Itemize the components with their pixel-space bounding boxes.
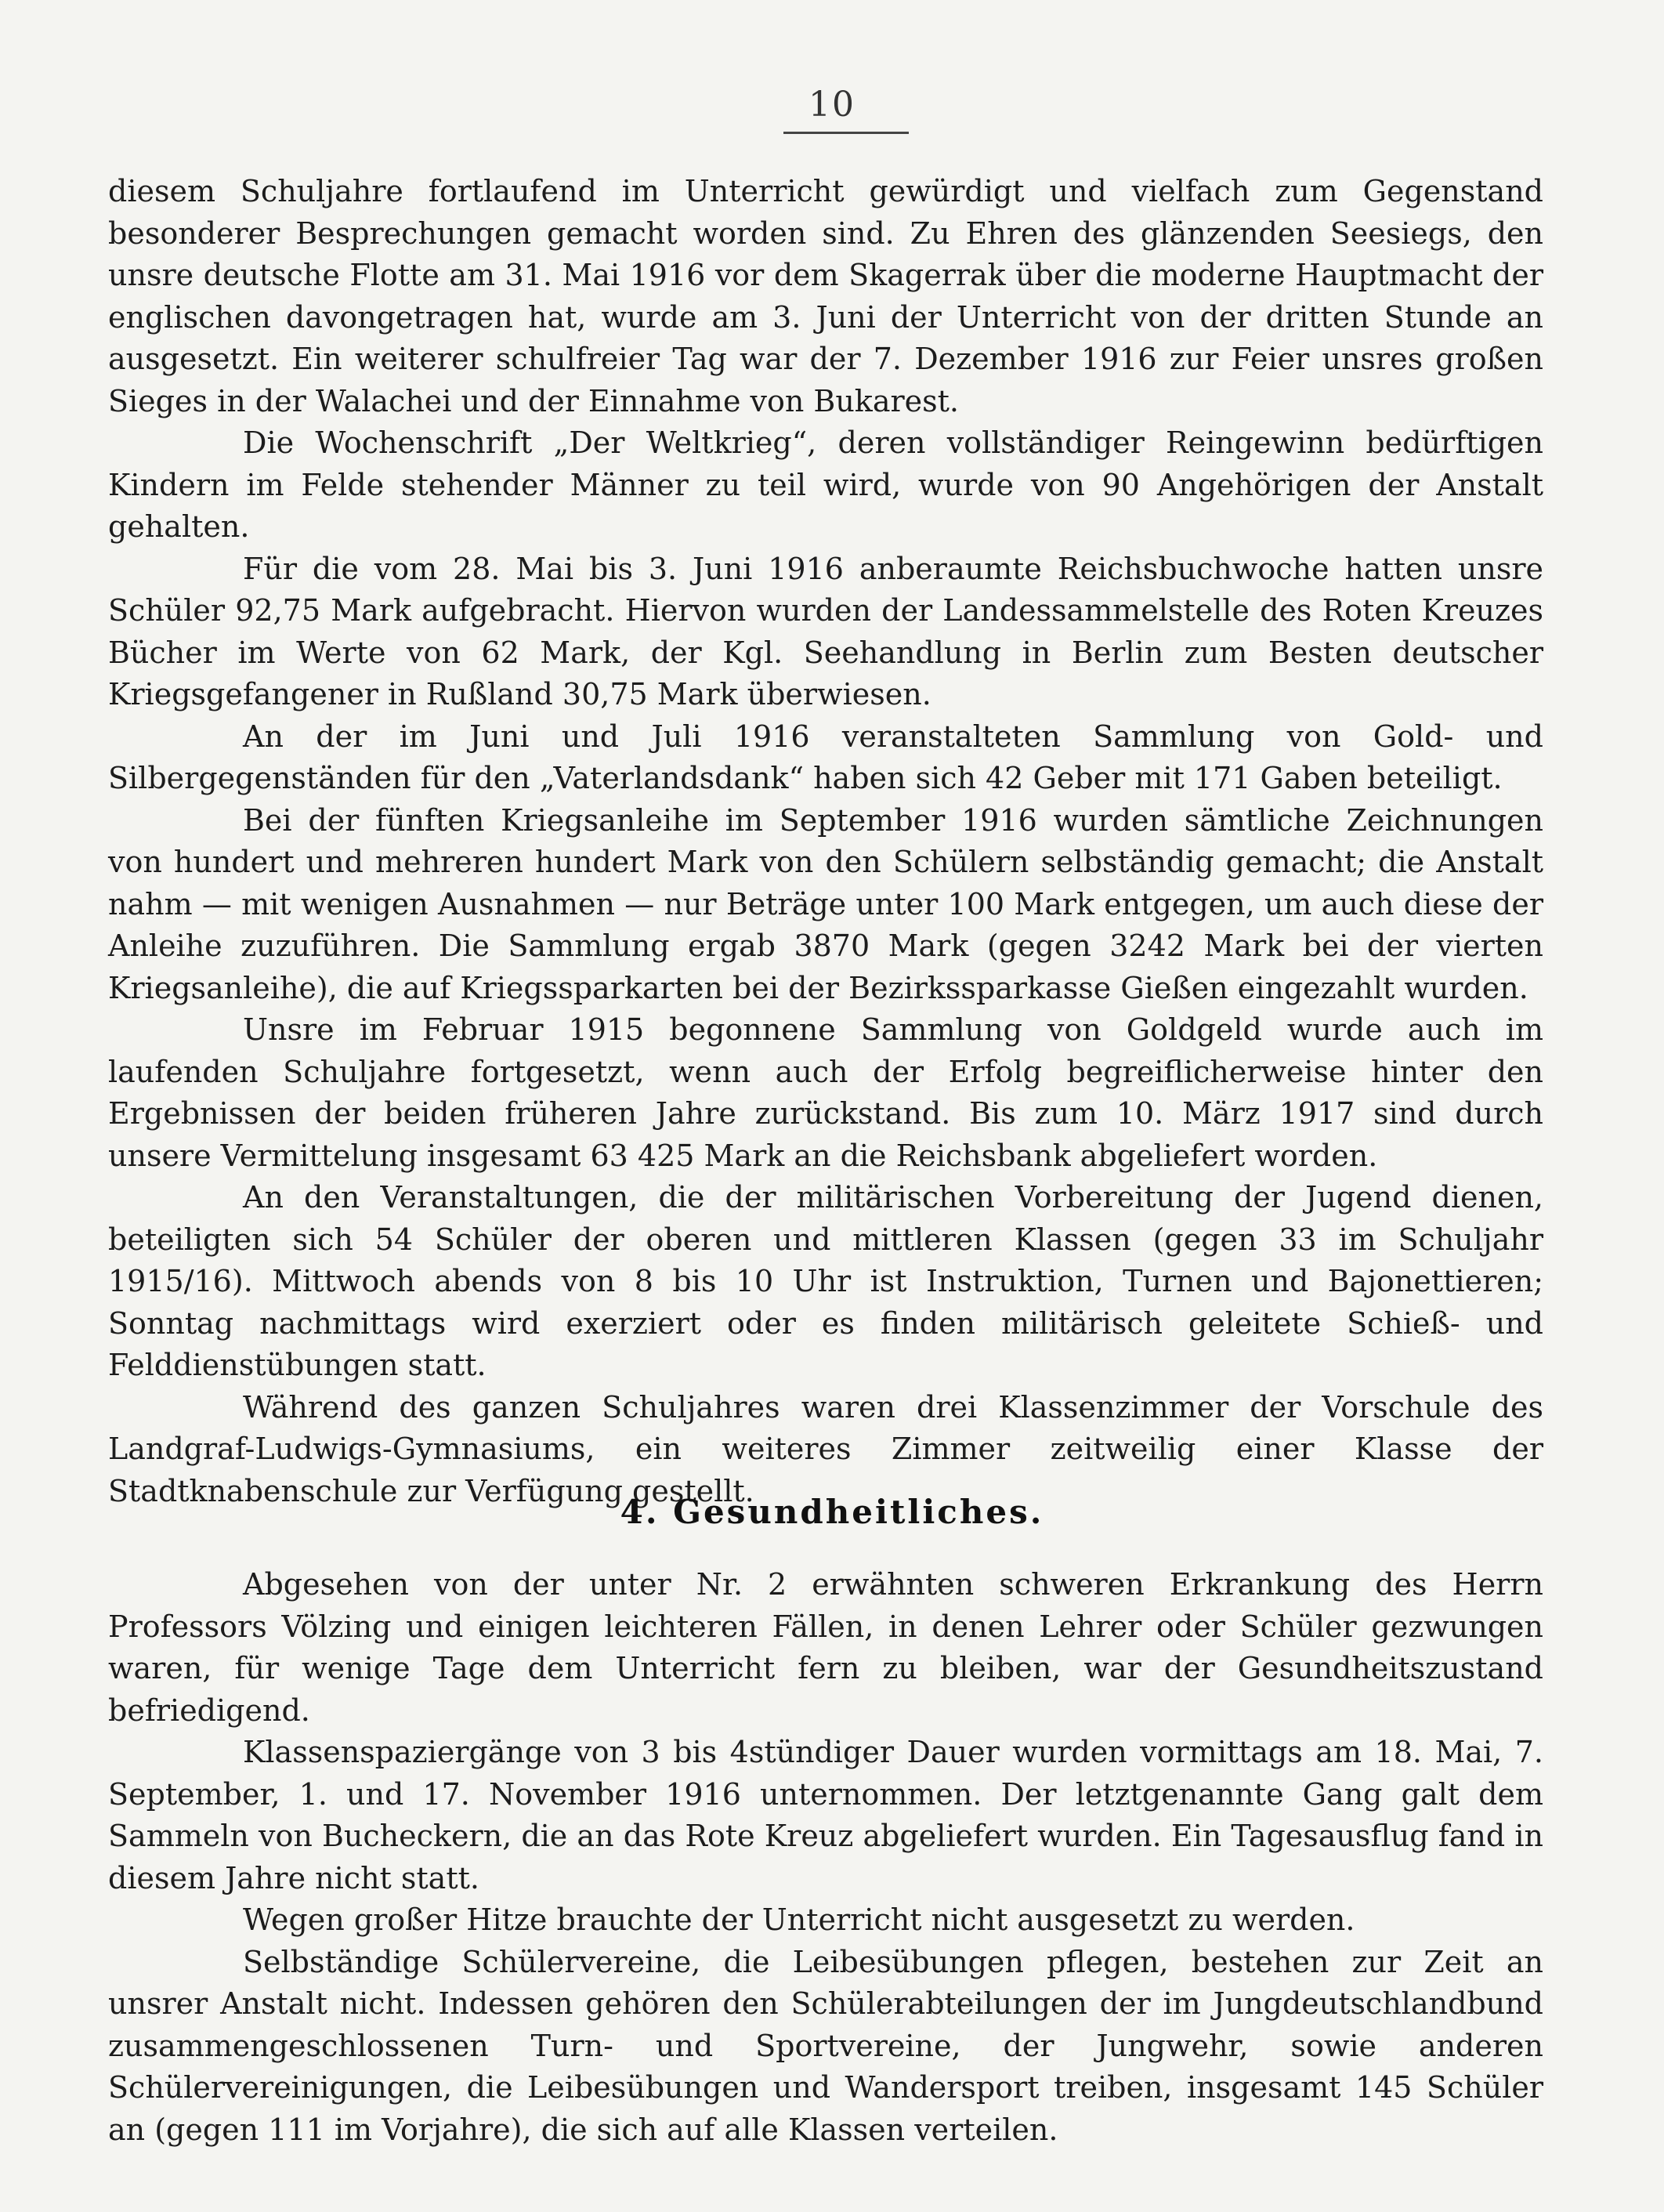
paragraph: Für die vom 28. Mai bis 3. Juni 1916 anberaumte Reichsbuchwoche hatten unsre Schüler 92,75 Mark aufgebracht. Hiervon wurden der Landessammelstelle des Roten Kreuzes Bücher im Werte von 62 Mark, der Kgl. Seehandlung in Berlin zum Besten deutscher Kriegsgefangener in Rußland 30,75 Mark überwiesen. — [108, 551, 1543, 711]
paragraph: Abgesehen von der unter Nr. 2 erwähnten schweren Erkrankung des Herrn Professors Völzing und einigen leichteren Fällen, in denen Lehrer oder Schüler gezwungen waren, für wenige Tage dem Unterricht fern zu bleiben, war der Gesundheitszustand befriedigend. — [108, 1567, 1543, 1728]
text-block-upper — [108, 171, 1543, 1512]
paragraph: Während des ganzen Schuljahres waren drei Klassenzimmer der Vorschule des Landgraf-Ludwigs-Gymnasiums, ein weiteres Zimmer zeitweilig einer Klasse der Stadtknabenschule zur Verfügung gestellt. — [108, 1389, 1543, 1508]
paragraph: Bei der fünften Kriegsanleihe im September 1916 wurden sämtliche Zeichnungen von hundert und mehreren hundert Mark von den Schülern selbständig gemacht; die Anstalt nahm — mit wenigen Ausnahmen — nur Beträge unter 100 Mark entgegen, um auch diese der Anleihe zuzuführen. Die Sammlung ergab 3870 Mark (gegen 3242 Mark bei der vierten Kriegsanleihe), die auf Kriegssparkarten bei der Bezirkssparkasse Gießen eingezahlt wurden. — [108, 802, 1543, 1005]
paragraph: An den Veranstaltungen, die der militärischen Vorbereitung der Jugend dienen, beteiligten sich 54 Schüler der oberen und mittleren Klassen (gegen 33 im Schuljahr 1915/16). Mittwoch abends von 8 bis 10 Uhr ist Instruktion, Turnen und Bajonettieren; Sonntag nachmittags wird exerziert oder es finden militärisch geleitete Schieß- und Felddienstübungen statt. — [108, 1180, 1543, 1382]
page-number-rule — [783, 132, 909, 134]
paragraph: Die Wochenschrift „Der Weltkrieg“, deren vollständiger Reingewinn bedürftigen Kindern im Felde stehender Männer zu teil wird, wurde von 90 Angehörigen der Anstalt gehalten. — [108, 425, 1543, 544]
paragraph: Unsre im Februar 1915 begonnene Sammlung von Goldgeld wurde auch im laufenden Schuljahre fortgesetzt, wenn auch der Erfolg begreiflicherweise hinter den Ergebnissen der beiden früheren Jahre zurückstand. Bis zum 10. März 1917 sind durch unsere Vermittelung insgesamt 63 425 Mark an die Reichsbank abgeliefert worden. — [108, 1012, 1543, 1173]
paragraph: Wegen großer Hitze brauchte der Unterricht nicht ausgesetzt zu werden. — [243, 1902, 1355, 1937]
text-block-lower — [108, 1564, 1543, 2151]
page-number: 10 — [808, 85, 856, 125]
paragraph: Klassenspaziergänge von 3 bis 4stündiger Dauer wurden vormittags am 18. Mai, 7. September, 1. und 17. November 1916 unternommen. Der letztgenannte Gang galt dem Sammeln von Bucheckern, die an das Rote Kreuz abgeliefert wurden. Ein Tagesausflug fand in diesem Jahre nicht statt. — [108, 1735, 1543, 1895]
paragraph: diesem Schuljahre fortlaufend im Unterricht gewürdigt und vielfach zum Gegenstand besonderer Besprechungen gemacht worden sind. Zu Ehren des glänzenden Seesiegs, den unsre deutsche Flotte am 31. Mai 1916 vor dem Skagerrak über die moderne Hauptmacht der englischen davongetragen hat, wurde am 3. Juni der Unterricht von der dritten Stunde an ausgesetzt. Ein weiterer schulfreier Tag war der 7. Dezember 1916 zur Feier unsres großen Sieges in der Walachei und der Einnahme von Bukarest. — [108, 174, 1543, 418]
paragraph: An der im Juni und Juli 1916 veranstalteten Sammlung von Gold- und Silbergegenständen für den „Vaterlandsdank“ haben sich 42 Geber mit 171 Gaben beteiligt. — [108, 719, 1543, 795]
paragraph: Selbständige Schülervereine, die Leibesübungen pflegen, bestehen zur Zeit an unsrer Anstalt nicht. Indessen gehören den Schülerabteilungen der im Jungdeutschlandbund zusammengeschlossenen Turn- und Sportvereine, der Jungwehr, sowie anderen Schülervereinigungen, die Leibesübungen und Wandersport treiben, insgesamt 145 Schüler an (gegen 111 im Vorjahre), die sich auf alle Klassen verteilen. — [108, 1944, 1543, 2147]
section-heading: 4. Gesundheitliches. — [620, 1493, 1044, 1531]
